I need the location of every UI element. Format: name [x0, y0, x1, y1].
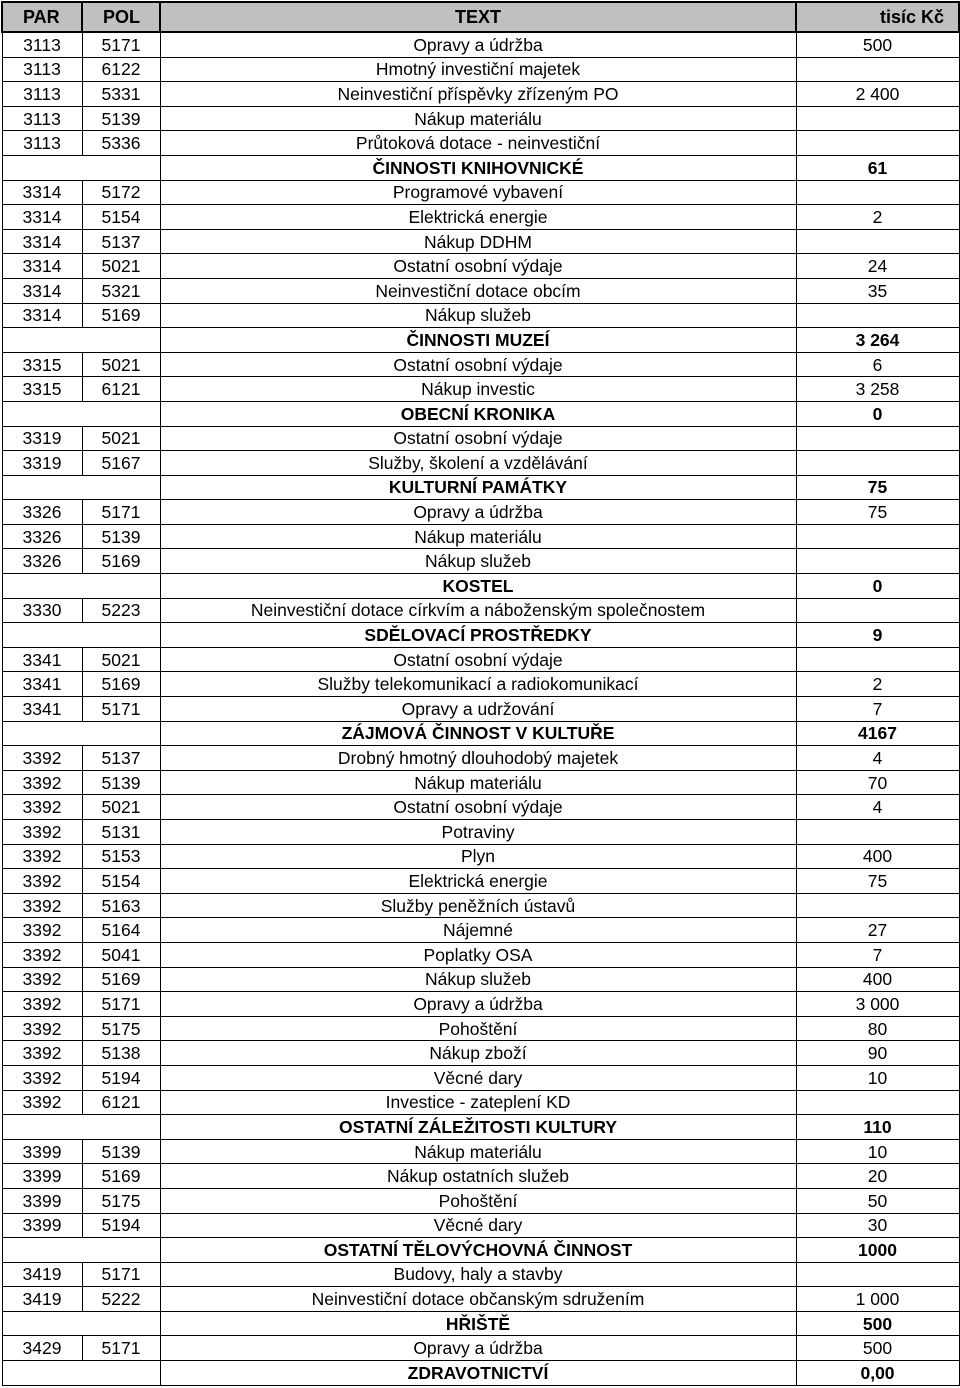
cell-par: 3392 — [2, 820, 82, 845]
cell-par: 3392 — [2, 1090, 82, 1115]
table-row — [2, 598, 959, 623]
cell-pol: 5137 — [82, 229, 160, 254]
section-blank-cell — [2, 1361, 160, 1386]
cell-text: Nákup materiálu — [160, 770, 796, 795]
cell-par: 3315 — [2, 377, 82, 402]
table-row — [2, 942, 959, 967]
cell-text: Služby peněžních ústavů — [160, 893, 796, 918]
section-title: ČINNOSTI KNIHOVNICKÉ — [160, 155, 796, 180]
cell-text: Pohoštění — [160, 1188, 796, 1213]
cell-text: Služby telekomunikací a radiokomunikací — [160, 672, 796, 697]
table-row — [2, 918, 959, 943]
table-row — [2, 524, 959, 549]
section-row — [2, 1115, 959, 1140]
cell-pol: 5164 — [82, 918, 160, 943]
table-row — [2, 1287, 959, 1312]
cell-text: Nákup investic — [160, 377, 796, 402]
cell-par: 3429 — [2, 1336, 82, 1361]
section-row — [2, 721, 959, 746]
cell-text: Věcné dary — [160, 1213, 796, 1238]
cell-pol: 5041 — [82, 942, 160, 967]
cell-par: 3341 — [2, 697, 82, 722]
section-total: 9 — [796, 623, 959, 648]
cell-amount: 2 — [796, 205, 959, 230]
section-row — [2, 475, 959, 500]
cell-amount — [796, 303, 959, 328]
cell-pol: 5171 — [82, 992, 160, 1017]
cell-text: Opravy a údržba — [160, 500, 796, 525]
cell-text: Věcné dary — [160, 1065, 796, 1090]
table-row — [2, 1262, 959, 1287]
cell-text: Průtoková dotace - neinvestiční — [160, 131, 796, 156]
cell-text: Opravy a údržba — [160, 1336, 796, 1361]
cell-pol: 5175 — [82, 1016, 160, 1041]
cell-pol: 5153 — [82, 844, 160, 869]
table-row — [2, 647, 959, 672]
section-blank-cell — [2, 328, 160, 353]
cell-amount — [796, 893, 959, 918]
cell-amount — [796, 180, 959, 205]
table-row — [2, 229, 959, 254]
cell-par: 3392 — [2, 746, 82, 771]
cell-pol: 5021 — [82, 352, 160, 377]
cell-text: Nákup zboží — [160, 1041, 796, 1066]
cell-pol: 5021 — [82, 795, 160, 820]
cell-pol: 5137 — [82, 746, 160, 771]
section-total: 110 — [796, 1115, 959, 1140]
cell-text: Pohoštění — [160, 1016, 796, 1041]
cell-amount: 50 — [796, 1188, 959, 1213]
section-total: 1000 — [796, 1238, 959, 1263]
cell-text: Neinvestiční dotace obcím — [160, 278, 796, 303]
cell-par: 3392 — [2, 942, 82, 967]
column-header-amount: tisíc Kč — [796, 2, 959, 32]
cell-pol: 5021 — [82, 647, 160, 672]
section-title: ZÁJMOVÁ ČINNOST V KULTUŘE — [160, 721, 796, 746]
cell-amount: 27 — [796, 918, 959, 943]
cell-text: Opravy a údržba — [160, 992, 796, 1017]
cell-pol: 5169 — [82, 303, 160, 328]
table-row — [2, 967, 959, 992]
section-total: 4167 — [796, 721, 959, 746]
cell-amount: 10 — [796, 1065, 959, 1090]
cell-pol: 5222 — [82, 1287, 160, 1312]
table-row — [2, 770, 959, 795]
table-row — [2, 1164, 959, 1189]
cell-amount: 80 — [796, 1016, 959, 1041]
cell-pol: 5321 — [82, 278, 160, 303]
cell-par: 3113 — [2, 82, 82, 107]
cell-par: 3326 — [2, 500, 82, 525]
cell-amount: 6 — [796, 352, 959, 377]
cell-text: Potraviny — [160, 820, 796, 845]
cell-par: 3392 — [2, 869, 82, 894]
section-blank-cell — [2, 475, 160, 500]
cell-par: 3399 — [2, 1213, 82, 1238]
cell-amount: 2 — [796, 672, 959, 697]
table-row — [2, 180, 959, 205]
table-row — [2, 303, 959, 328]
cell-amount: 3 000 — [796, 992, 959, 1017]
cell-amount — [796, 106, 959, 131]
table-row — [2, 1188, 959, 1213]
section-total: 75 — [796, 475, 959, 500]
table-row — [2, 106, 959, 131]
cell-par: 3392 — [2, 1065, 82, 1090]
cell-par: 3392 — [2, 992, 82, 1017]
cell-amount: 500 — [796, 32, 959, 57]
cell-text: Ostatní osobní výdaje — [160, 647, 796, 672]
table-row — [2, 131, 959, 156]
cell-pol: 5131 — [82, 820, 160, 845]
section-total: 500 — [796, 1311, 959, 1336]
table-row — [2, 426, 959, 451]
table-row — [2, 992, 959, 1017]
section-total: 0 — [796, 401, 959, 426]
cell-amount: 7 — [796, 942, 959, 967]
cell-text: Elektrická energie — [160, 205, 796, 230]
cell-amount: 75 — [796, 500, 959, 525]
cell-amount: 70 — [796, 770, 959, 795]
cell-pol: 6121 — [82, 377, 160, 402]
cell-text: Ostatní osobní výdaje — [160, 254, 796, 279]
cell-amount — [796, 820, 959, 845]
cell-pol: 5171 — [82, 1262, 160, 1287]
cell-text: Opravy a udržování — [160, 697, 796, 722]
cell-amount: 1 000 — [796, 1287, 959, 1312]
table-row — [2, 820, 959, 845]
section-row — [2, 1238, 959, 1263]
section-total: 0 — [796, 574, 959, 599]
cell-text: Budovy, haly a stavby — [160, 1262, 796, 1287]
table-row — [2, 1016, 959, 1041]
cell-par: 3113 — [2, 57, 82, 82]
cell-amount — [796, 426, 959, 451]
cell-pol: 5336 — [82, 131, 160, 156]
table-row — [2, 672, 959, 697]
cell-par: 3399 — [2, 1164, 82, 1189]
table-row — [2, 57, 959, 82]
table-row — [2, 549, 959, 574]
cell-pol: 5169 — [82, 1164, 160, 1189]
section-total: 3 264 — [796, 328, 959, 353]
cell-text: Nákup služeb — [160, 549, 796, 574]
table-row — [2, 1139, 959, 1164]
section-title: KULTURNÍ PAMÁTKY — [160, 475, 796, 500]
cell-amount: 10 — [796, 1139, 959, 1164]
cell-amount: 35 — [796, 278, 959, 303]
table-row — [2, 82, 959, 107]
table-row — [2, 278, 959, 303]
cell-text: Drobný hmotný dlouhodobý majetek — [160, 746, 796, 771]
table-header — [2, 2, 959, 32]
cell-pol: 5138 — [82, 1041, 160, 1066]
cell-amount: 500 — [796, 1336, 959, 1361]
table-row — [2, 500, 959, 525]
cell-pol: 5331 — [82, 82, 160, 107]
section-title: HŘIŠTĚ — [160, 1311, 796, 1336]
cell-amount: 24 — [796, 254, 959, 279]
cell-pol: 5154 — [82, 205, 160, 230]
section-row — [2, 401, 959, 426]
section-row — [2, 623, 959, 648]
column-header-pol: POL — [82, 2, 160, 32]
cell-pol: 5139 — [82, 524, 160, 549]
cell-pol: 5171 — [82, 500, 160, 525]
cell-par: 3314 — [2, 278, 82, 303]
table-row — [2, 254, 959, 279]
cell-amount — [796, 598, 959, 623]
budget-table — [1, 1, 960, 1386]
cell-par: 3341 — [2, 672, 82, 697]
cell-par: 3326 — [2, 524, 82, 549]
cell-amount: 75 — [796, 869, 959, 894]
cell-pol: 5223 — [82, 598, 160, 623]
cell-amount: 2 400 — [796, 82, 959, 107]
section-blank-cell — [2, 623, 160, 648]
cell-amount: 7 — [796, 697, 959, 722]
cell-text: Nákup služeb — [160, 967, 796, 992]
cell-par: 3392 — [2, 1041, 82, 1066]
cell-pol: 5167 — [82, 451, 160, 476]
cell-par: 3330 — [2, 598, 82, 623]
cell-text: Nákup materiálu — [160, 106, 796, 131]
table-row — [2, 32, 959, 57]
cell-text: Ostatní osobní výdaje — [160, 795, 796, 820]
cell-amount — [796, 549, 959, 574]
section-blank-cell — [2, 1115, 160, 1140]
cell-par: 3392 — [2, 893, 82, 918]
cell-amount: 3 258 — [796, 377, 959, 402]
table-row — [2, 377, 959, 402]
cell-amount — [796, 57, 959, 82]
cell-text: Služby, školení a vzdělávání — [160, 451, 796, 476]
cell-text: Hmotný investiční majetek — [160, 57, 796, 82]
cell-amount — [796, 524, 959, 549]
section-row — [2, 328, 959, 353]
cell-par: 3326 — [2, 549, 82, 574]
cell-par: 3113 — [2, 131, 82, 156]
cell-pol: 5163 — [82, 893, 160, 918]
cell-text: Neinvestiční příspěvky zřízeným PO — [160, 82, 796, 107]
table-row — [2, 795, 959, 820]
table-row — [2, 893, 959, 918]
cell-par: 3392 — [2, 967, 82, 992]
cell-amount: 4 — [796, 746, 959, 771]
section-title: OSTATNÍ TĚLOVÝCHOVNÁ ČINNOST — [160, 1238, 796, 1263]
cell-pol: 5021 — [82, 254, 160, 279]
cell-text: Opravy a údržba — [160, 32, 796, 57]
cell-par: 3113 — [2, 106, 82, 131]
cell-pol: 5154 — [82, 869, 160, 894]
cell-text: Nájemné — [160, 918, 796, 943]
cell-text: Neinvestiční dotace církvím a náboženským společnostem — [160, 598, 796, 623]
section-title: SDĚLOVACÍ PROSTŘEDKY — [160, 623, 796, 648]
cell-pol: 5194 — [82, 1065, 160, 1090]
cell-par: 3314 — [2, 180, 82, 205]
cell-par: 3319 — [2, 426, 82, 451]
cell-par: 3314 — [2, 229, 82, 254]
cell-pol: 5021 — [82, 426, 160, 451]
cell-amount: 20 — [796, 1164, 959, 1189]
cell-amount: 30 — [796, 1213, 959, 1238]
cell-par: 3113 — [2, 32, 82, 57]
cell-pol: 5169 — [82, 549, 160, 574]
cell-pol: 5171 — [82, 697, 160, 722]
table-row — [2, 1041, 959, 1066]
cell-pol: 5172 — [82, 180, 160, 205]
cell-amount — [796, 451, 959, 476]
cell-text: Nákup materiálu — [160, 524, 796, 549]
cell-par: 3399 — [2, 1139, 82, 1164]
table-row — [2, 1336, 959, 1361]
section-row — [2, 1311, 959, 1336]
cell-text: Programové vybavení — [160, 180, 796, 205]
cell-text: Nákup DDHM — [160, 229, 796, 254]
section-title: ZDRAVOTNICTVÍ — [160, 1361, 796, 1386]
cell-pol: 5169 — [82, 967, 160, 992]
cell-amount: 400 — [796, 967, 959, 992]
cell-par: 3419 — [2, 1287, 82, 1312]
section-title: ČINNOSTI MUZEÍ — [160, 328, 796, 353]
cell-par: 3314 — [2, 205, 82, 230]
cell-par: 3392 — [2, 844, 82, 869]
table-row — [2, 746, 959, 771]
cell-amount — [796, 1262, 959, 1287]
table-row — [2, 205, 959, 230]
cell-text: Ostatní osobní výdaje — [160, 352, 796, 377]
section-blank-cell — [2, 401, 160, 426]
cell-par: 3392 — [2, 1016, 82, 1041]
table-row — [2, 1090, 959, 1115]
cell-text: Elektrická energie — [160, 869, 796, 894]
cell-amount: 90 — [796, 1041, 959, 1066]
table-row — [2, 1065, 959, 1090]
cell-par: 3399 — [2, 1188, 82, 1213]
cell-par: 3319 — [2, 451, 82, 476]
cell-amount — [796, 1090, 959, 1115]
section-row — [2, 155, 959, 180]
cell-amount — [796, 131, 959, 156]
cell-par: 3392 — [2, 795, 82, 820]
cell-pol: 5139 — [82, 1139, 160, 1164]
section-title: OSTATNÍ ZÁLEŽITOSTI KULTURY — [160, 1115, 796, 1140]
cell-par: 3392 — [2, 770, 82, 795]
section-blank-cell — [2, 574, 160, 599]
cell-pol: 5194 — [82, 1213, 160, 1238]
cell-pol: 5139 — [82, 770, 160, 795]
cell-pol: 5175 — [82, 1188, 160, 1213]
cell-par: 3341 — [2, 647, 82, 672]
cell-par: 3419 — [2, 1262, 82, 1287]
table-row — [2, 844, 959, 869]
cell-par: 3392 — [2, 918, 82, 943]
cell-amount: 400 — [796, 844, 959, 869]
table-body — [2, 32, 959, 1385]
section-total: 0,00 — [796, 1361, 959, 1386]
cell-pol: 5171 — [82, 1336, 160, 1361]
cell-pol: 6122 — [82, 57, 160, 82]
cell-amount: 4 — [796, 795, 959, 820]
cell-pol: 5171 — [82, 32, 160, 57]
cell-pol: 5169 — [82, 672, 160, 697]
cell-par: 3314 — [2, 254, 82, 279]
header-row — [2, 2, 959, 32]
cell-text: Ostatní osobní výdaje — [160, 426, 796, 451]
cell-text: Neinvestiční dotace občanským sdružením — [160, 1287, 796, 1312]
section-row — [2, 1361, 959, 1386]
table-row — [2, 697, 959, 722]
cell-amount — [796, 229, 959, 254]
table-row — [2, 1213, 959, 1238]
cell-amount — [796, 647, 959, 672]
table-row — [2, 352, 959, 377]
section-blank-cell — [2, 1311, 160, 1336]
cell-text: Poplatky OSA — [160, 942, 796, 967]
cell-pol: 6121 — [82, 1090, 160, 1115]
cell-par: 3314 — [2, 303, 82, 328]
cell-text: Nákup materiálu — [160, 1139, 796, 1164]
cell-pol: 5139 — [82, 106, 160, 131]
section-title: OBECNÍ KRONIKA — [160, 401, 796, 426]
section-blank-cell — [2, 155, 160, 180]
section-blank-cell — [2, 1238, 160, 1263]
section-title: KOSTEL — [160, 574, 796, 599]
section-row — [2, 574, 959, 599]
section-total: 61 — [796, 155, 959, 180]
section-blank-cell — [2, 721, 160, 746]
column-header-par: PAR — [2, 2, 82, 32]
table-row — [2, 451, 959, 476]
cell-text: Plyn — [160, 844, 796, 869]
column-header-text: TEXT — [160, 2, 796, 32]
cell-text: Nákup služeb — [160, 303, 796, 328]
cell-text: Investice - zateplení KD — [160, 1090, 796, 1115]
cell-text: Nákup ostatních služeb — [160, 1164, 796, 1189]
cell-par: 3315 — [2, 352, 82, 377]
table-row — [2, 869, 959, 894]
